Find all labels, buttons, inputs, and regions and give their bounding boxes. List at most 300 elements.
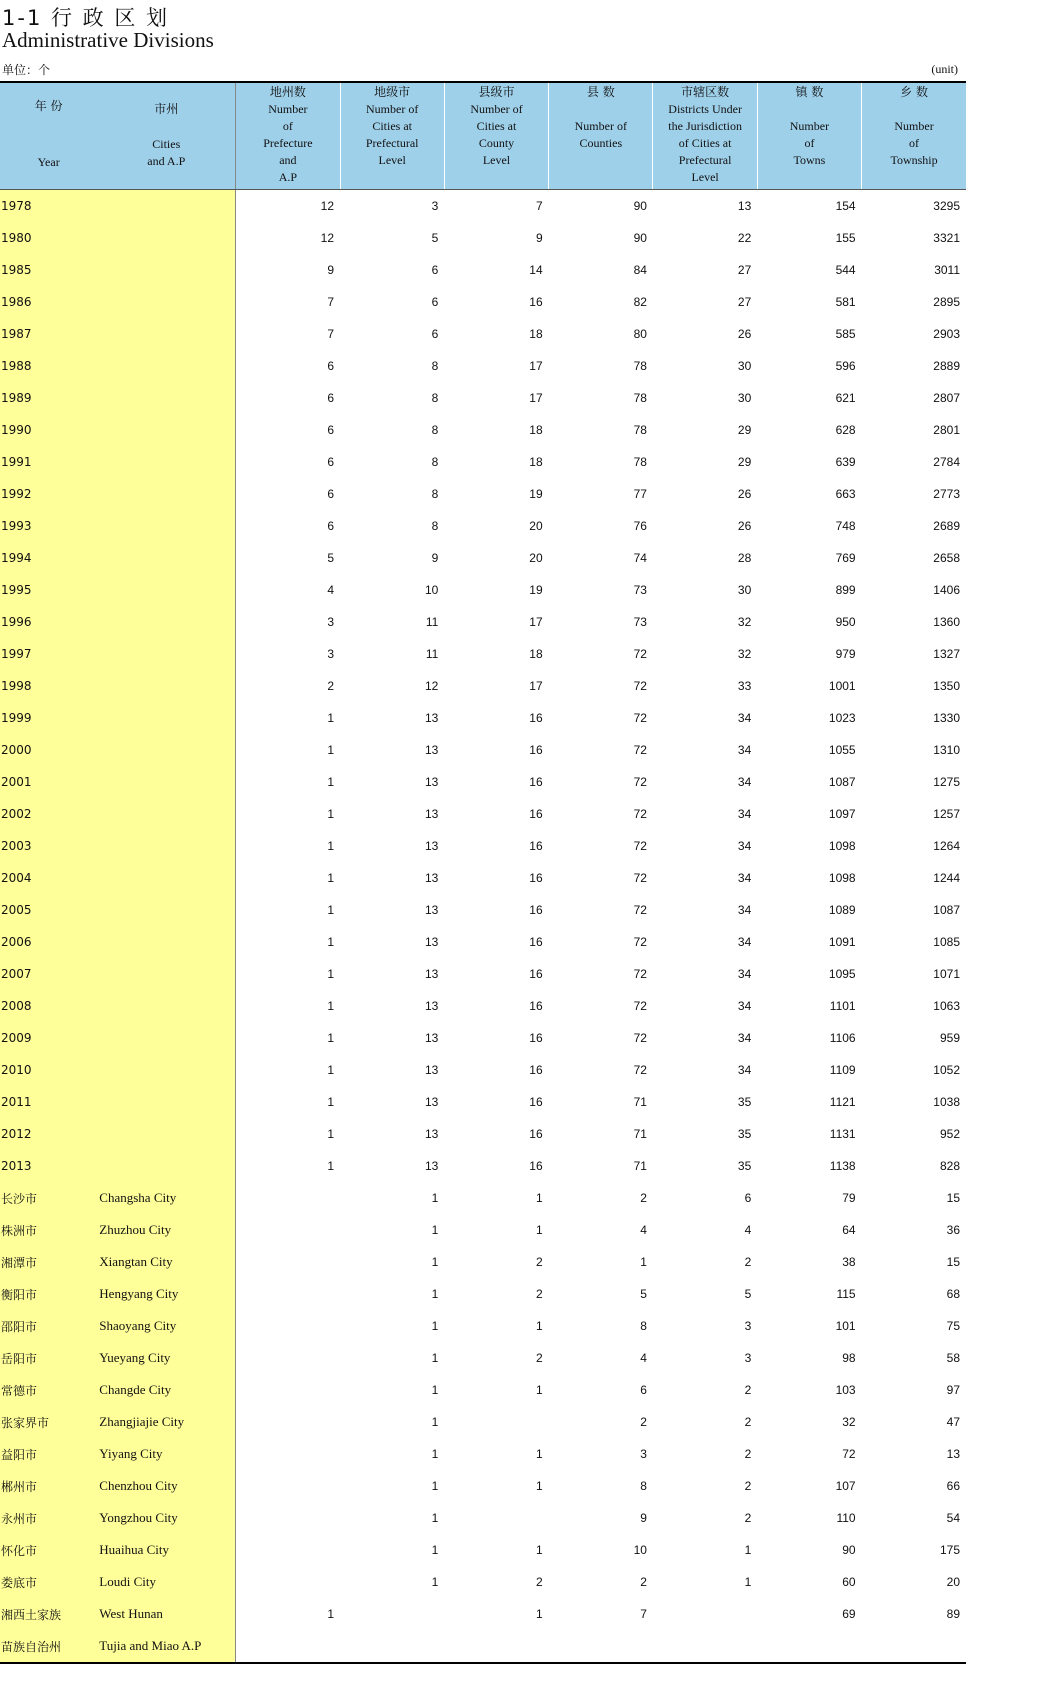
table-cell: 6 [327,519,335,533]
table-cell: 8 [431,487,439,501]
table-cell: 10 [633,1543,647,1557]
table-cell: 26 [737,487,752,501]
table-cell: 26 [737,327,752,341]
table-cell: 1350 [933,679,960,693]
row-label: 张家界市 [0,1406,97,1438]
table-cell: 16 [529,871,543,885]
row-city-en [97,990,235,1022]
table-cell: 34 [737,903,752,917]
row-label: 2000 [0,734,97,766]
table-cell: 1 [327,1607,335,1621]
table-cell: 596 [835,359,856,373]
page-title-cn: 1-1 行 政 区 划 [2,6,170,30]
row-label: 2013 [0,1150,97,1182]
table-cell: 1 [535,1479,543,1493]
row-label: 湘潭市 [0,1246,97,1278]
table-cell: 1089 [828,903,856,917]
table-cell: 2 [744,1447,752,1461]
table-cell: 98 [842,1351,856,1365]
table-cell: 60 [842,1575,856,1589]
table-cell: 6 [327,391,335,405]
table-row [0,1278,966,1310]
header-prefectural-cities [340,82,444,190]
table-cell: 4 [640,1351,647,1365]
table-cell: 3011 [934,263,960,277]
table-row [0,1086,966,1118]
table-cell: 175 [939,1543,960,1557]
table-cell: 1 [327,807,335,821]
table-cell: 16 [529,1127,543,1141]
table-body [0,190,966,1664]
table-cell: 84 [633,263,647,277]
table-cell: 34 [737,743,752,757]
table-cell: 1 [327,999,335,1013]
row-city-en [97,478,235,510]
table-cell: 1101 [829,999,856,1013]
table-cell: 8 [431,455,439,469]
table-cell: 1 [327,1095,335,1109]
table-cell: 1330 [933,711,960,725]
table-cell: 27 [737,263,752,277]
row-label: 2011 [0,1086,97,1118]
header-col-en-line: Prefectural [365,136,419,150]
table-cell: 73 [633,615,647,629]
table-cell: 74 [633,551,647,565]
table-cell: 1 [327,903,335,917]
table-cell: 4 [327,583,335,597]
header-col-en-line: County [478,136,515,150]
header-col-cn: 地州数 [269,85,306,99]
row-city-en [97,830,235,862]
table-row [0,1182,966,1214]
table-cell: 1023 [828,711,856,725]
table-row [0,382,966,414]
table-cell: 6 [640,1383,647,1397]
table-cell: 9 [327,263,335,277]
table-cell: 16 [529,1095,543,1109]
row-city-en [97,1118,235,1150]
table-row [0,1470,966,1502]
row-label: 2005 [0,894,97,926]
table-cell: 72 [633,935,647,949]
table-cell: 1 [431,1447,439,1461]
table-cell: 14 [529,263,543,277]
table-cell: 979 [835,647,856,661]
table-row [0,478,966,510]
row-label: 1999 [0,702,97,734]
table-cell: 22 [737,231,752,245]
table-cell: 30 [737,583,752,597]
row-city-en [97,638,235,670]
table-cell: 1106 [829,1031,856,1045]
row-label: 常德市 [0,1374,97,1406]
row-city-en: Yongzhou City [97,1502,235,1534]
table-row [0,1502,966,1534]
table-cell: 1098 [828,871,856,885]
table-row [0,222,966,254]
table-cell: 71 [633,1159,647,1173]
table-cell: 1 [431,1287,439,1301]
table-cell: 6 [327,423,335,437]
table-row [0,734,966,766]
row-label: 2004 [0,862,97,894]
table-cell: 82 [633,295,647,309]
table-cell: 2801 [933,423,960,437]
table-cell: 1 [431,1223,439,1237]
table-row [0,414,966,446]
header-col-en-line: Level [378,153,406,167]
table-cell: 1 [744,1575,752,1589]
table-cell: 950 [835,615,856,629]
table-cell: 2 [640,1191,647,1205]
table-cell: 663 [835,487,856,501]
row-city-en [97,222,235,254]
header-col-en-line: A.P [278,170,298,184]
table-cell: 13 [424,967,439,981]
table-cell: 32 [737,615,752,629]
header-col-en-line: Prefectural [678,153,732,167]
table-cell: 1 [431,1191,439,1205]
page-title-en: Administrative Divisions [2,28,214,52]
table-cell: 103 [835,1383,856,1397]
table-cell: 78 [633,455,647,469]
table-cell: 8 [640,1319,647,1333]
table-cell: 72 [633,839,647,853]
table-cell [340,1598,444,1630]
header-city [97,82,235,190]
row-label: 1980 [0,222,97,254]
table-cell: 2 [327,679,335,693]
table-cell: 13 [424,775,439,789]
table-cell: 72 [633,1063,647,1077]
table-cell: 3 [640,1447,647,1461]
table-row [0,830,966,862]
header-col-en-line: the Jurisdiction [668,119,742,133]
table-cell: 1406 [933,583,960,597]
header-col-en-line: and [279,153,297,167]
table-cell: 107 [835,1479,856,1493]
table-cell: 959 [939,1031,960,1045]
table-cell: 78 [633,359,647,373]
table-row [0,1310,966,1342]
table-cell: 35 [737,1095,752,1109]
row-city-en [97,542,235,574]
table-cell: 13 [737,199,752,213]
table-cell: 71 [633,1095,647,1109]
table-cell: 7 [535,199,543,213]
row-city-en: Yueyang City [97,1342,235,1374]
table-cell: 78 [633,423,647,437]
header-col-cn: 县级市 [478,85,515,99]
table-cell: 1 [535,1223,543,1237]
table-cell: 26 [737,519,752,533]
table-cell: 1275 [933,775,960,789]
row-label: 怀化市 [0,1534,97,1566]
table-cell: 1244 [933,871,960,885]
table-row [0,1598,966,1630]
row-label: 2009 [0,1022,97,1054]
table-cell: 1091 [828,935,856,949]
table-cell: 36 [946,1223,960,1237]
header-col-en-line: Number of [366,102,419,116]
table-cell: 1071 [933,967,960,981]
header-col-en-line: Counties [579,136,623,150]
table-cell: 69 [842,1607,856,1621]
row-city-en: Zhuzhou City [97,1214,235,1246]
table-cell: 2 [535,1575,543,1589]
table-cell: 3 [744,1319,752,1333]
table-cell: 1 [535,1319,543,1333]
table-row [0,1406,966,1438]
table-cell: 2 [744,1415,752,1429]
table-cell: 29 [737,455,752,469]
table-cell: 34 [737,1031,752,1045]
table-cell [236,1406,340,1438]
table-cell: 58 [946,1351,960,1365]
table-cell: 73 [633,583,647,597]
row-label: 1995 [0,574,97,606]
row-city-en: Changsha City [97,1182,235,1214]
header-col-en-line: of [804,136,815,150]
table-cell: 1055 [828,743,856,757]
row-label: 1998 [0,670,97,702]
row-city-en: Shaoyang City [97,1310,235,1342]
table-cell [444,1502,548,1534]
table-cell: 1 [535,1543,543,1557]
table-row [0,638,966,670]
header-year-cn: 年 份 [34,99,63,113]
table-cell: 8 [640,1479,647,1493]
table-row [0,990,966,1022]
table-cell: 4 [744,1223,752,1237]
header-counties [549,82,653,190]
table-cell [549,1630,653,1663]
table-cell: 4 [640,1223,647,1237]
unit-label-cn: 单位：个 [2,63,51,77]
row-label: 娄底市 [0,1566,97,1598]
table-cell: 72 [633,679,647,693]
row-label: 1992 [0,478,97,510]
table-cell: 97 [946,1383,960,1397]
table-cell: 18 [529,423,543,437]
row-label: 邵阳市 [0,1310,97,1342]
row-label: 2008 [0,990,97,1022]
header-col-en-line: Districts Under [668,102,742,116]
row-label: 2001 [0,766,97,798]
table-cell: 2 [535,1287,543,1301]
table-cell: 1063 [933,999,960,1013]
table-cell: 1 [431,1319,439,1333]
table-row [0,1214,966,1246]
table-cell: 1 [327,839,335,853]
table-cell: 3 [431,199,439,213]
row-city-en [97,702,235,734]
table-cell: 585 [835,327,856,341]
table-cell: 13 [424,1095,439,1109]
table-cell: 8 [431,391,439,405]
row-city-en [97,318,235,350]
row-label: 1991 [0,446,97,478]
row-label: 2006 [0,926,97,958]
table-cell [653,1630,757,1663]
table-row [0,670,966,702]
table-cell: 72 [633,711,647,725]
table-cell: 952 [939,1127,960,1141]
table-cell: 7 [327,327,335,341]
header-townships [862,82,966,190]
table-cell: 1257 [933,807,960,821]
row-label: 1993 [0,510,97,542]
row-city-en [97,446,235,478]
table-cell: 72 [633,903,647,917]
row-city-en: Xiangtan City [97,1246,235,1278]
row-city-en: Tujia and Miao A.P [97,1630,235,1663]
table-cell: 17 [529,391,543,405]
table-cell: 78 [633,391,647,405]
table-cell: 33 [737,679,752,693]
row-city-en: Huaihua City [97,1534,235,1566]
table-cell: 1264 [933,839,960,853]
table-cell: 38 [842,1255,856,1269]
table-cell: 34 [737,711,752,725]
table-cell: 1095 [828,967,856,981]
table-cell: 748 [835,519,856,533]
table-cell: 1085 [933,935,960,949]
table-cell: 79 [842,1191,856,1205]
table-cell [653,1598,757,1630]
header-col-en-line: Number [268,102,308,116]
table-cell: 1 [431,1383,439,1397]
row-city-en: West Hunan [97,1598,235,1630]
header-year [0,82,97,190]
table-cell: 13 [424,1159,439,1173]
header-city-en: Cities [152,137,181,151]
table-cell: 13 [424,839,439,853]
table-cell: 1121 [829,1095,856,1109]
table-cell: 72 [633,999,647,1013]
table-cell: 16 [529,807,543,821]
table-cell: 71 [633,1127,647,1141]
table-row [0,894,966,926]
table-cell: 29 [737,423,752,437]
table-cell: 28 [737,551,752,565]
row-city-en [97,926,235,958]
row-label: 1987 [0,318,97,350]
table-cell: 27 [737,295,752,309]
row-city-en [97,734,235,766]
table-cell: 16 [529,775,543,789]
row-city-en [97,574,235,606]
header-city-cn: 市州 [154,102,179,116]
table-cell: 32 [737,647,752,661]
table-cell: 2 [640,1575,647,1589]
table-cell: 72 [633,647,647,661]
table-cell [862,1630,966,1663]
table-cell: 2889 [933,359,960,373]
table-cell: 30 [737,359,752,373]
header-col-cn: 乡 数 [900,85,928,99]
table-cell: 72 [633,807,647,821]
table-cell: 1 [327,711,335,725]
header-year-en: Year [37,155,60,169]
table-cell: 828 [939,1159,960,1173]
row-label: 1994 [0,542,97,574]
table-row [0,1150,966,1182]
table-cell: 899 [835,583,856,597]
table-row [0,798,966,830]
table-row [0,862,966,894]
table-cell: 581 [835,295,856,309]
row-label: 1985 [0,254,97,286]
table-cell: 2 [535,1351,543,1365]
table-cell: 1 [431,1479,439,1493]
table-cell: 13 [424,935,439,949]
row-label: 2010 [0,1054,97,1086]
table-cell: 5 [744,1287,752,1301]
table-cell: 5 [327,551,335,565]
table-cell: 1 [431,1575,439,1589]
table-cell: 1 [535,1607,543,1621]
table-cell: 2784 [933,455,960,469]
table-cell: 34 [737,775,752,789]
header-towns [757,82,861,190]
table-cell: 12 [320,231,335,245]
table-cell: 19 [529,583,543,597]
table-cell: 1087 [933,903,960,917]
table-row [0,190,966,223]
table-cell: 1087 [828,775,856,789]
table-cell: 18 [529,455,543,469]
table-cell: 72 [633,775,647,789]
table-cell: 1 [535,1191,543,1205]
table-cell: 13 [424,903,439,917]
row-city-en [97,1022,235,1054]
table-cell: 16 [529,711,543,725]
table-cell: 1 [327,1127,335,1141]
row-city-en [97,606,235,638]
row-label: 1978 [0,190,97,223]
table-cell [236,1246,340,1278]
table-cell: 6 [327,455,335,469]
table-row [0,318,966,350]
table-cell [444,1630,548,1663]
table-cell: 8 [431,359,439,373]
table-row [0,1630,966,1663]
table-cell: 769 [835,551,856,565]
table-cell: 1327 [933,647,960,661]
table-cell: 5 [640,1287,647,1301]
row-label: 衡阳市 [0,1278,97,1310]
table-cell: 34 [737,967,752,981]
table-cell: 35 [737,1127,752,1141]
table-row [0,958,966,990]
table-cell: 2658 [933,551,960,565]
table-cell: 5 [431,231,439,245]
table-cell: 2689 [933,519,960,533]
header-county-cities [444,82,548,190]
table-cell: 6 [744,1191,752,1205]
table-cell: 15 [946,1255,960,1269]
row-city-en: Yiyang City [97,1438,235,1470]
table-cell: 13 [424,1063,439,1077]
header-col-en-line: Level [482,153,511,167]
header-col-en-line: Cities at [476,119,517,133]
header-city-en-2: and A.P [147,154,186,168]
table-row [0,510,966,542]
table-cell [236,1182,340,1214]
header-prefecture [236,82,340,190]
header-col-en-line: Township [890,153,938,167]
